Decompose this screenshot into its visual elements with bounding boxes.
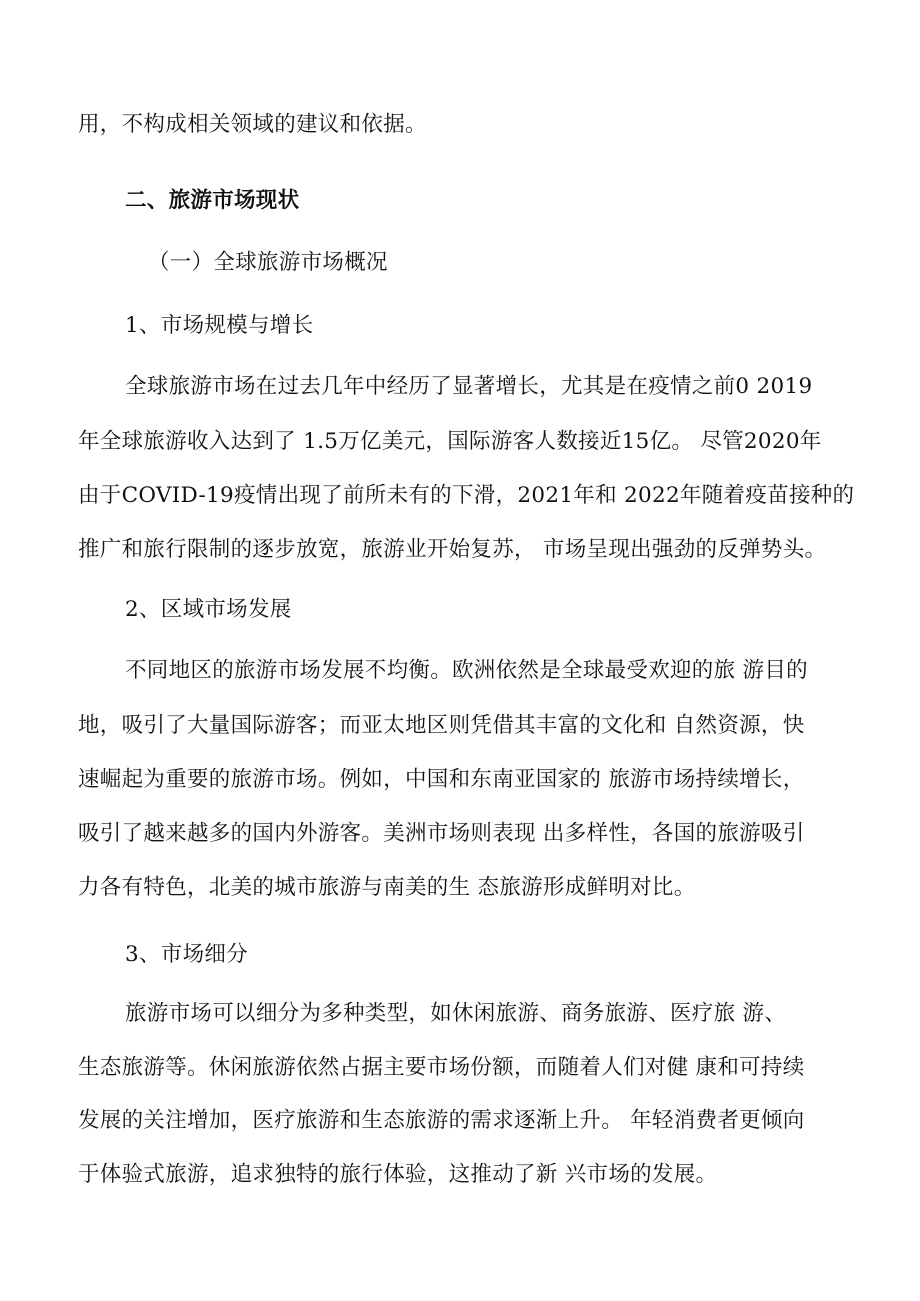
paragraph-line: 旅游市场可以细分为多种类型，如休闲旅游、商务旅游、医疗旅 游、 [125,1001,787,1026]
paragraph-line: 全球旅游市场在过去几年中经历了显著增长，尤其是在疫情之前0 2019 [125,374,813,399]
paragraph-line: 速崛起为重要的旅游市场。例如，中国和东南亚国家的 旅游市场持续增长， [78,767,805,792]
paragraph-line: 生态旅游等。休闲旅游依然占据主要市场份额，而随着人们对健 康和可持续 [78,1055,805,1080]
paragraph-line: 推广和旅行限制的逐步放宽，旅游业开始复苏， 市场呈现出强劲的反弹势头。 [78,537,827,562]
paragraph-line: 力各有特色，北美的城市旅游与南美的生 态旅游形成鲜明对比。 [78,875,696,900]
paragraph-line: 发展的关注增加，医疗旅游和生态旅游的需求逐渐上升。 年轻消费者更倾向 [78,1108,805,1133]
item-title-market-segmentation: 3、市场细分 [125,942,248,967]
paragraph-line: 不同地区的旅游市场发展不均衡。欧洲依然是全球最受欢迎的旅 游目的 [125,658,808,683]
subsection-title: （一）全球旅游市场概况 [148,250,388,275]
paragraph-line: 由于COVID-19疫情出现了前所未有的下滑，2021年和 2022年随着疫苗接种的 [78,483,855,508]
section-title: 二、旅游市场现状 [125,188,300,213]
item-title-regional-market: 2、区域市场发展 [125,597,292,622]
paragraph-line: 年全球旅游收入达到了 1.5万亿美元，国际游客人数接近15亿。 尽管2020年 [78,429,822,454]
item-title-market-size: 1、市场规模与增长 [125,313,314,338]
paragraph-line: 于体验式旅游，追求独特的旅行体验，这推动了新 兴市场的发展。 [78,1162,718,1187]
paragraph-line: 地，吸引了大量国际游客；而亚太地区则凭借其丰富的文化和 自然资源，快 [78,713,805,738]
intro-tail-text: 用，不构成相关领域的建议和依据。 [78,112,427,137]
paragraph-line: 吸引了越来越多的国内外游客。美洲市场则表现 出多样性，各国的旅游吸引 [78,821,805,846]
